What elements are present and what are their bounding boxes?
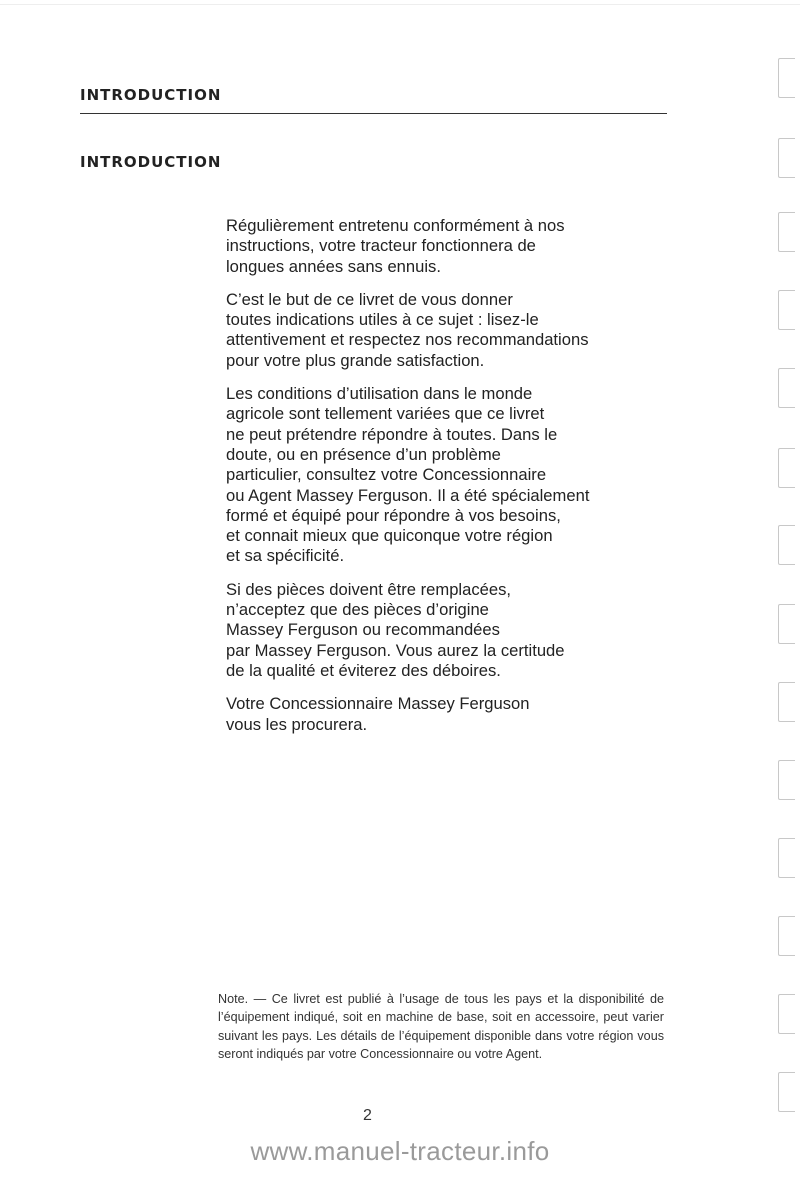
text-line: toutes indications utiles à ce sujet : lisez-le [226, 310, 539, 330]
binder-tab [778, 448, 795, 488]
text-line: et connait mieux que quiconque votre région [226, 526, 553, 546]
binder-tab [778, 838, 795, 878]
paragraph [226, 580, 671, 681]
text-line: pour votre plus grande satisfaction. [226, 350, 485, 370]
text-line: particulier, consultez votre Concessionnaire [226, 465, 547, 485]
binder-tab [778, 138, 795, 178]
watermark-url: www.manuel-tracteur.info [250, 1136, 550, 1166]
text-line: C’est le but de ce livret de vous donner [226, 289, 513, 309]
paragraph [226, 216, 671, 277]
body-text [226, 216, 671, 748]
text-line: longues années sans ennuis. [226, 256, 441, 276]
binder-tab [778, 212, 795, 252]
binder-tab-strip [775, 0, 800, 1178]
paragraph [226, 694, 671, 735]
binder-tab [778, 916, 795, 956]
binder-tab [778, 604, 795, 644]
text-line: attentivement et respectez nos recommandations [226, 330, 589, 350]
text-line: ne peut prétendre répondre à toutes. Dans le [226, 424, 558, 444]
footnote: Note. — Ce livret est publié à l’usage de tous les pays et la disponibilité de l’équipement indiqué, soit en machine de base, soit en accessoire, peut varier suivant les pays. Les détails de l’équipement disponible dans votre région vous seront indiqués par votre Concessionnaire ou votre Agent. [218, 992, 664, 1061]
text-line: Massey Ferguson ou recommandées [226, 620, 500, 640]
text-line: Régulièrement entretenu conformément à nos [226, 216, 565, 235]
text-line: formé et équipé pour répondre à vos besoins, [226, 505, 561, 525]
binder-tab [778, 682, 795, 722]
binder-tab [778, 368, 795, 408]
text-line: vous les procurera. [226, 714, 368, 734]
text-line: doute, ou en présence d’un problème [226, 444, 501, 464]
text-line: Les conditions d’utilisation dans le monde [226, 384, 533, 404]
section-title: INTRODUCTION [80, 153, 222, 171]
binder-tab [778, 760, 795, 800]
text-line: par Massey Ferguson. Vous aurez la certitude [226, 640, 565, 660]
text-line: Si des pièces doivent être remplacées, [226, 579, 512, 599]
scan-edge [0, 4, 800, 5]
binder-tab [778, 290, 795, 330]
text-line: instructions, votre tracteur fonctionnera de [226, 236, 536, 256]
text-line: n’acceptez que des pièces d’origine [226, 600, 489, 620]
paragraph [226, 290, 671, 371]
binder-tab [778, 1072, 795, 1112]
text-line: de la qualité et éviterez des déboires. [226, 660, 501, 680]
text-line: Votre Concessionnaire Massey Ferguson [226, 694, 530, 714]
running-header-title: INTRODUCTION [80, 86, 222, 104]
paragraph [226, 384, 671, 567]
binder-tab [778, 525, 795, 565]
binder-tab [778, 994, 795, 1034]
text-line: ou Agent Massey Ferguson. Il a été spécialement [226, 485, 590, 505]
text-line: agricole sont tellement variées que ce livret [226, 404, 545, 424]
text-line: et sa spécificité. [226, 546, 345, 566]
binder-tab [778, 58, 795, 98]
header-divider [80, 113, 667, 114]
page-number: 2 [363, 1107, 372, 1124]
